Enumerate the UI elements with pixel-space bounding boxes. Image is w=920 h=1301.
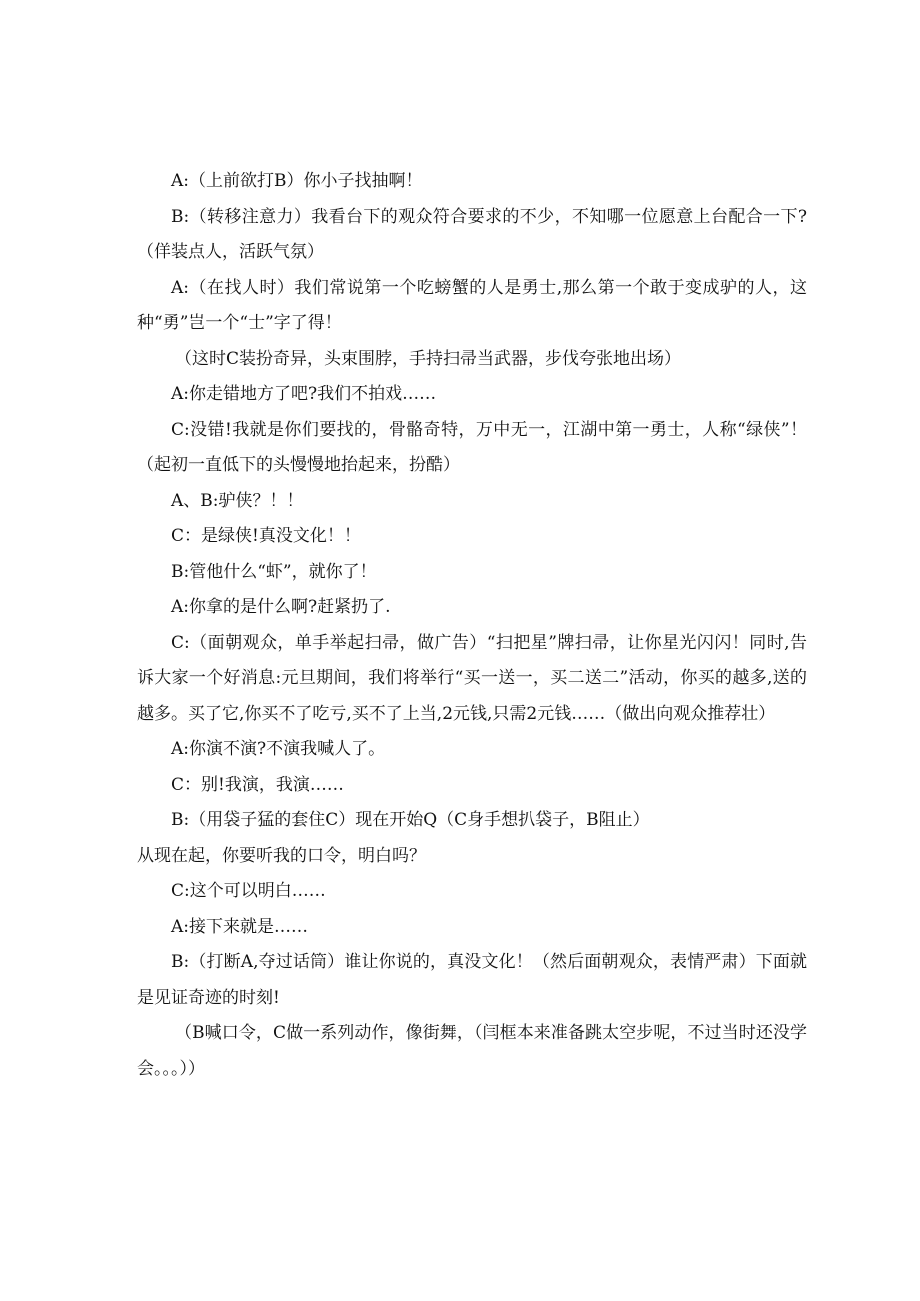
dialogue-line: A:接下来就是…… [171, 916, 309, 937]
dialogue-line: C:（面朝观众，单手举起扫帚，做广告）“扫把星”牌扫帚，让你星光闪闪！同时,告诉大家一个好消息:元旦期间，我们将举行“买一送一，买二送二”活动，你买的越多,送的越多。买了它,你买不了吃亏,买不了上当,2元钱,只需2元钱……（做出向观众推荐壮） [137, 632, 807, 724]
dialogue-line: A、B:驴侠？！！ [171, 490, 304, 511]
dialogue-line: C：别!我演，我演…… [171, 774, 344, 795]
dialogue-line: A:你拿的是什么啊?赶紧扔了. [171, 597, 391, 617]
dialogue-line: C:这个可以明白…… [171, 881, 326, 901]
dialogue-line: B:（用袋子猛的套住C）现在开始Q（C身手想扒袋子，B阻止） [171, 810, 650, 830]
dialogue-line: A:（在找人时）我们常说第一个吃螃蟹的人是勇士,那么第一个敢于变成驴的人，这种“勇”岂一个“士”字了得！ [137, 277, 807, 333]
dialogue-line: A:你走错地方了吧?我们不拍戏…… [171, 384, 437, 404]
dialogue-line: A:（上前欲打B）你小子找抽啊！ [171, 171, 423, 191]
stage-direction: （B喊口令，C做一系列动作，像街舞，（闫框本来准备跳太空步呢，不过当时还没学会。。。）） [137, 1023, 807, 1079]
dialogue-line: A:你演不演?不演我喊人了。 [171, 739, 386, 759]
dialogue-line: B:管他什么“虾”，就你了！ [171, 561, 377, 582]
dialogue-line: 从现在起，你要听我的口令，明白吗？ [137, 845, 426, 866]
dialogue-line: C:没错!我就是你们要找的，骨骼奇特，万中无一，江湖中第一勇士，人称“绿侠”！（起初一直低下的头慢慢地抬起来，扮酷） [137, 419, 807, 475]
dialogue-line: B:（转移注意力）我看台下的观众符合要求的不少，不知哪一位愿意上台配合一下?（佯装点人，活跃气氛） [137, 206, 807, 262]
dialogue-line: C：是绿侠!真没文化！！ [171, 526, 361, 546]
stage-direction: （这时C装扮奇异，头束围脖，手持扫帚当武器，步伐夸张地出场） [175, 348, 682, 369]
dialogue-line: B:（打断A,夺过话筒）谁让你说的，真没文化！（然后面朝观众，表情严肃）下面就是见证奇迹的时刻! [137, 952, 807, 1008]
script-body [137, 164, 807, 1087]
